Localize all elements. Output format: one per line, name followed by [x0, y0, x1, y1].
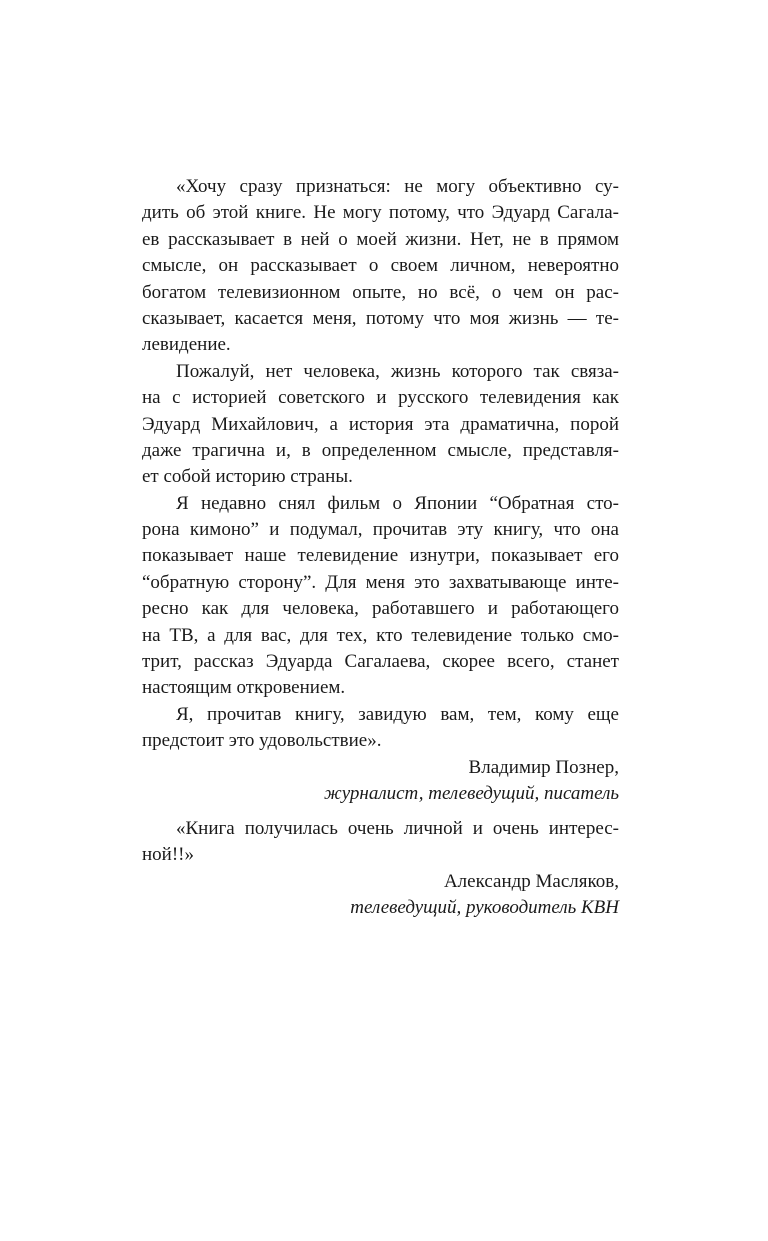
text-line: дить об этой книге. Не могу потому, что Эдуард Сагала-	[142, 202, 619, 224]
text-line: «Книга получилась очень личной и очень интерес-	[176, 818, 619, 839]
text-line: ной!!»	[142, 844, 194, 866]
text-line: богатом телевизионном опыте, но всё, о чем он рас-	[142, 281, 619, 303]
author-role: телеведущий, руководитель КВН	[350, 897, 619, 919]
author-role: журналист, телеведущий, писатель	[324, 782, 619, 804]
text-line: трит, рассказ Эдуарда Сагалаева, скорее всего, станет	[142, 651, 619, 673]
text-line: Эдуард Михайлович, а история эта драматична, порой	[142, 413, 619, 435]
author-name: Александр Масляков,	[443, 870, 619, 892]
text-line: Я недавно снял фильм о Японии “Обратная сто-	[176, 492, 619, 514]
text-line: рона кимоно” и подумал, прочитав эту книгу, что она	[142, 519, 619, 541]
text-line: Пожалуй, нет человека, жизнь которого так связа-	[176, 360, 619, 382]
text-line: даже трагична и, в определенном смысле, представля-	[142, 439, 619, 461]
text-line: показывает наше телевидение изнутри, показывает его	[142, 545, 619, 567]
text-line: ев рассказывает в ней о моей жизни. Нет, не в прямом	[142, 228, 619, 250]
text-line: предстоит это удовольствие».	[142, 730, 382, 752]
text-line: на с историей советского и русского телевидения как	[142, 387, 619, 409]
quote-maslyakov	[142, 816, 619, 922]
quote-posner	[142, 174, 619, 807]
text-line: “обратную сторону”. Для меня это захватывающе инте-	[142, 571, 619, 593]
text-line: «Хочу сразу признаться: не могу объективно су-	[176, 176, 619, 197]
text-line: Я, прочитав книгу, завидую вам, тем, кому еще	[176, 703, 619, 725]
text-line: настоящим откровением.	[142, 677, 346, 699]
text-line: на ТВ, а для вас, для тех, кто телевидение только смо-	[142, 624, 619, 646]
text-line: ет собой историю страны.	[142, 466, 353, 488]
text-line: ресно как для человека, работавшего и работающего	[142, 598, 619, 620]
text-line: смысле, он рассказывает о своем личном, невероятно	[142, 255, 619, 277]
text-line: сказывает, касается меня, потому что моя жизнь — те-	[142, 307, 619, 329]
text-line: левидение.	[142, 334, 231, 356]
author-name: Владимир Познер,	[468, 756, 619, 778]
